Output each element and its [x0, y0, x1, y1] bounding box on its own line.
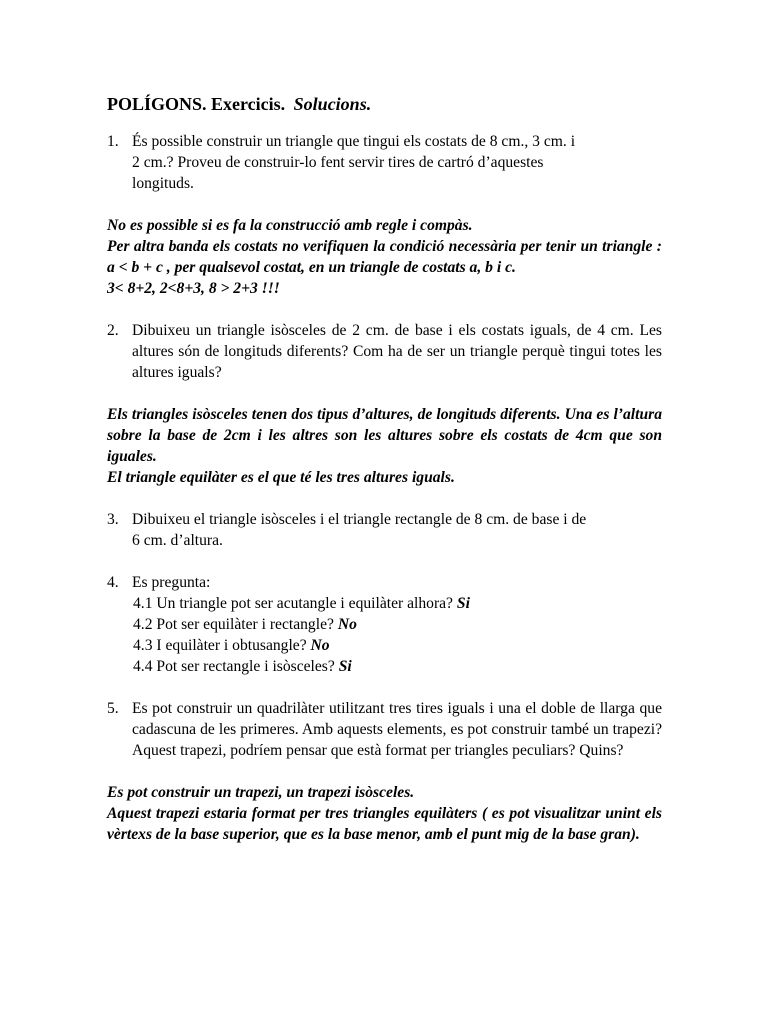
sub-question-text: 4.1 Un triangle pot ser acutangle i equilàter alhora? — [133, 595, 453, 612]
document-page — [107, 92, 678, 866]
question-line: Dibuixeu el triangle isòsceles i el triangle rectangle de 8 cm. de base i de — [132, 511, 587, 528]
question-number: 1. — [107, 133, 119, 150]
question-5 — [107, 698, 678, 761]
sub-question-answer: No — [310, 637, 330, 654]
title-main: POLÍGONS. Exercicis. — [107, 94, 286, 114]
answer-paragraph: Aquest trapezi estaria format per tres triangles equilàters ( es pot visualitzar unint els vèrtexs de la base superior, que es la base menor, amb el punt mig de la base gran). — [107, 805, 662, 843]
question-line: És possible construir un triangle que tingui els costats de 8 cm., 3 cm. i — [132, 133, 576, 150]
page-title — [107, 92, 662, 116]
question-3 — [107, 509, 662, 551]
question-text — [132, 131, 662, 194]
question-1 — [107, 131, 662, 194]
answer-paragraph: Els triangles isòsceles tenen dos tipus d’altures, de longituds diferents. Una es l’altura sobre la base de 2cm i les altres son les altures sobre els costats de 4cm que son iguales. — [107, 406, 662, 465]
question-intro: Es pregunta: — [132, 574, 211, 591]
answer-line: Es pot construir un trapezi, un trapezi isòsceles. — [107, 784, 415, 801]
sub-question — [132, 656, 662, 677]
question-number: 3. — [107, 511, 119, 528]
question-line: 2 cm.? Proveu de construir-lo fent servir tires de cartró d’aquestes — [132, 154, 544, 171]
question-number: 5. — [107, 700, 119, 717]
sub-question-list — [132, 593, 662, 677]
sub-question — [132, 593, 662, 614]
question-text: Dibuixeu un triangle isòsceles de 2 cm. de base i els costats iguals, de 4 cm. Les altures són de longituds diferents? Com ha de ser un triangle perquè tingui totes les altures iguals? — [132, 322, 662, 381]
question-text: Es pot construir un quadrilàter utilitzant tres tires iguals i una el doble de llarga que cadascuna de les primeres. Amb aquests elements, es pot construir també un trapezi? Aquest trapezi, podríem pensar que està format per triangles peculiars? Quins? — [132, 700, 678, 759]
answer-line: No es possible si es fa la construcció amb regle i compàs. — [107, 217, 473, 234]
question-line: 6 cm. d’altura. — [132, 532, 223, 549]
question-4 — [107, 572, 662, 677]
answer-2 — [107, 404, 662, 488]
sub-question-text: 4.2 Pot ser equilàter i rectangle? — [133, 616, 334, 633]
sub-question-answer: No — [337, 616, 357, 633]
sub-question-answer: Si — [456, 595, 470, 612]
question-line: longituds. — [132, 175, 194, 192]
answer-1 — [107, 215, 662, 299]
sub-question — [132, 614, 662, 635]
answer-5 — [107, 782, 662, 845]
question-text — [132, 509, 662, 551]
sub-question-answer: Si — [338, 658, 352, 675]
sub-question — [132, 635, 662, 656]
answer-line: 3< 8+2, 2<8+3, 8 > 2+3 !!! — [107, 280, 280, 297]
question-text — [132, 572, 662, 677]
sub-question-text: 4.4 Pot ser rectangle i isòsceles? — [133, 658, 335, 675]
question-number: 2. — [107, 322, 119, 339]
title-solutions: Solucions. — [293, 94, 372, 114]
answer-line: El triangle equilàter es el que té les tres altures iguals. — [107, 469, 455, 486]
question-number: 4. — [107, 574, 119, 591]
answer-paragraph: Per altra banda els costats no verifiquen la condició necessària per tenir un triangle : a < b + c , per qualsevol costat, en un triangle de costats a, b i c. — [107, 238, 662, 276]
question-2 — [107, 320, 662, 383]
sub-question-text: 4.3 I equilàter i obtusangle? — [133, 637, 307, 654]
